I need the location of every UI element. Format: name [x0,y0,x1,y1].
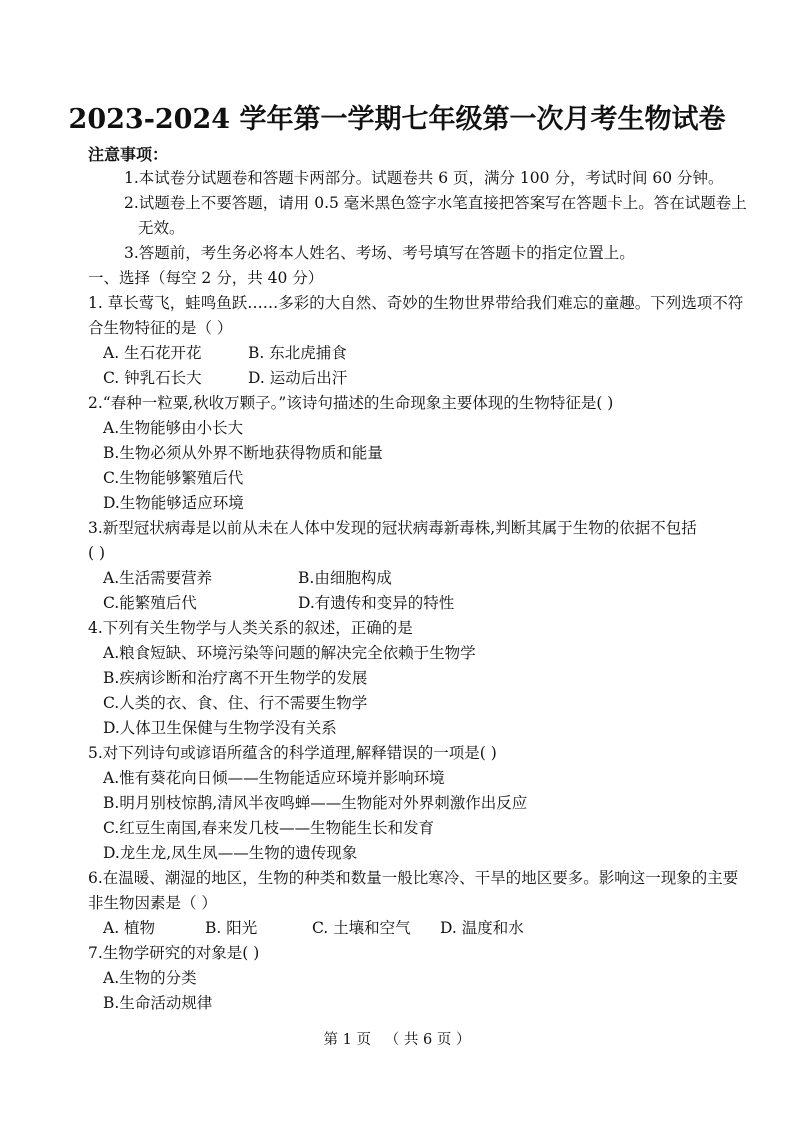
question-4-stem: 4.下列有关生物学与人类关系的叙述，正确的是 [88,619,413,637]
question-5-option-a: A.惟有葵花向日倾——生物能适应环境并影响环境 [103,769,445,787]
question-6-option-d: D. 温度和水 [440,919,524,937]
question-1-option-a: A. 生石花开花 [103,344,202,362]
section-heading-choice: 一、选择（每空 2 分，共 40 分） [88,269,324,287]
question-7-stem: 7.生物学研究的对象是( ) [88,944,260,962]
question-6-option-b: B. 阳光 [205,919,258,937]
notice-item-3: 3.答题前，考生务必将本人姓名、考场、考号填写在答题卡的指定位置上。 [124,244,635,262]
question-4-option-d: D.人体卫生保健与生物学没有关系 [103,719,337,737]
question-3-option-b: B.由细胞构成 [298,569,392,587]
question-4-option-b: B.疾病诊断和治疗离不开生物学的发展 [103,669,368,687]
question-2-option-b: B.生物必须从外界不断地获得物质和能量 [103,444,383,462]
question-2-option-d: D.生物能够适应环境 [103,494,244,512]
question-1-option-d: D. 运动后出汗 [248,369,348,387]
question-7-option-a: A.生物的分类 [103,969,197,987]
question-5-option-b: B.明月别枝惊鹊,清风半夜鸣蝉——生物能对外界刺激作出反应 [103,794,528,812]
question-1-stem: 1. 草长莺飞，蛙鸣鱼跃……多彩的大自然、奇妙的生物世界带给我们难忘的童趣。下列选项不符 [88,294,744,312]
question-3-stem-cont: ( ) [88,544,106,562]
question-5-option-d: D.龙生龙,凤生凤——生物的遗传现象 [103,844,358,862]
question-3-option-d: D.有遗传和变异的特性 [298,594,455,612]
page-footer: 第 1 页 （ 共 6 页 ） [323,1032,471,1048]
question-7-option-b: B.生命活动规律 [103,994,213,1012]
question-2-option-a: A.生物能够由小长大 [103,419,244,437]
question-4-option-c: C.人类的衣、食、住、行不需要生物学 [103,694,368,712]
question-3-option-a: A.生活需要营养 [103,569,213,587]
notice-heading: 注意事项： [88,145,169,164]
question-3-option-c: C.能繁殖后代 [103,594,197,612]
question-5-option-c: C.红豆生南国,春来发几枝——生物能生长和发育 [103,819,435,837]
question-3-stem: 3.新型冠状病毒是以前从未在人体中发现的冠状病毒新毒株,判断其属于生物的依据不包括 [88,519,697,537]
notice-item-2-cont: 无效。 [138,219,185,237]
question-4-option-a: A.粮食短缺、环境污染等问题的解决完全依赖于生物学 [103,644,476,662]
question-1-stem-cont: 合生物特征的是（ ） [88,319,233,337]
question-6-stem-cont: 非生物因素是（ ） [88,894,217,912]
question-1-option-c: C. 钟乳石长大 [103,369,202,387]
question-6-option-c: C. 土壤和空气 [312,919,411,937]
notice-item-2: 2.试题卷上不要答题，请用 0.5 毫米黑色签字水笔直接把答案写在答题卡上。答在试题卷上 [124,194,747,212]
question-5-stem: 5.对下列诗句或谚语所蕴含的科学道理,解释错误的一项是( ) [88,744,497,762]
question-6-stem: 6.在温暖、潮湿的地区，生物的种类和数量一般比寒冷、干旱的地区要多。影响这一现象的主要 [88,869,739,887]
question-1-option-b: B. 东北虎捕食 [248,344,347,362]
notice-item-1: 1.本试卷分试题卷和答题卡两部分。试题卷共 6 页，满分 100 分，考试时间 60 分钟。 [124,169,724,187]
question-6-option-a: A. 植物 [103,919,156,937]
question-2-option-c: C.生物能够繁殖后代 [103,469,244,487]
question-2-stem: 2.“春种一粒粟,秋收万颗子。”该诗句描述的生命现象主要体现的生物特征是( ) [88,394,614,412]
exam-title: 2023-2024 学年第一学期七年级第一次月考生物试卷 [68,104,726,135]
